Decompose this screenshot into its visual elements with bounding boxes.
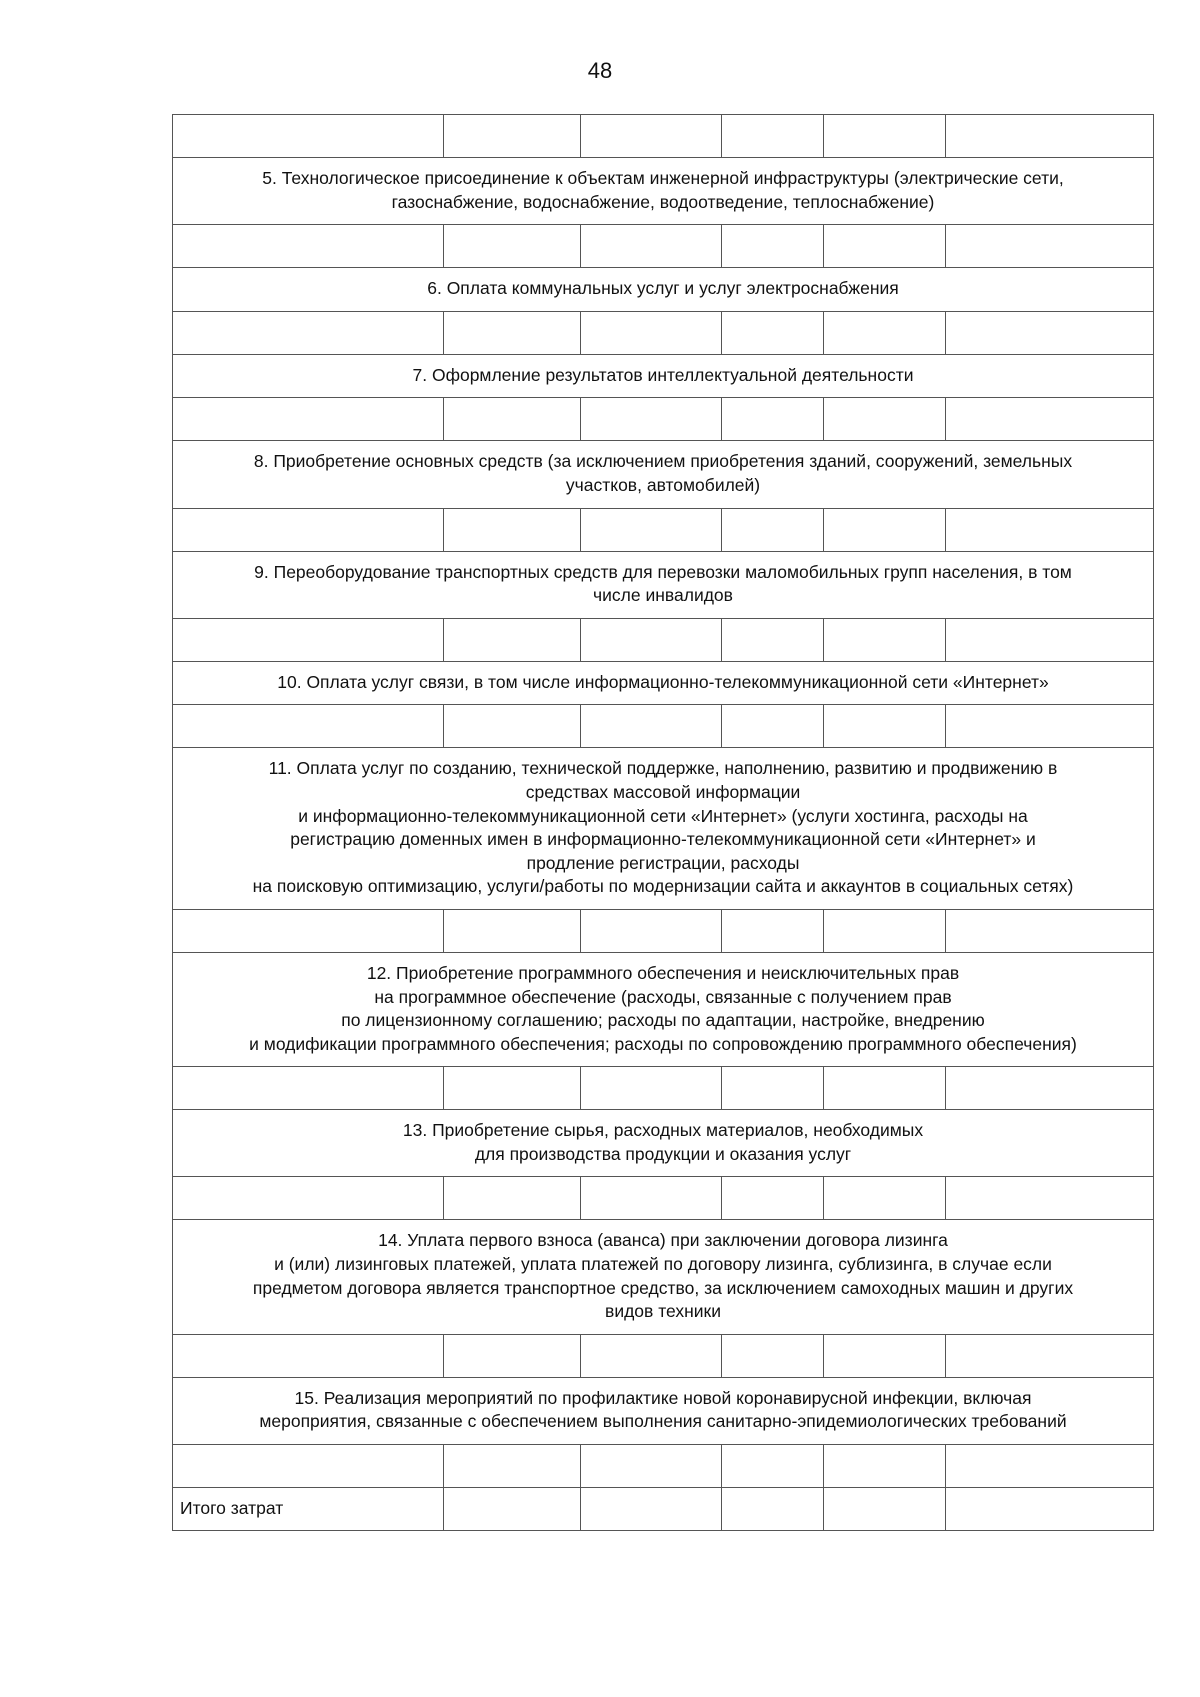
table-cell [824,1067,946,1110]
table-cell [722,225,824,268]
table-cell [946,1488,1154,1531]
table-cell [173,225,444,268]
table-cell [444,398,581,441]
section-heading-line: 7. Оформление результатов интеллектуальной деятельности [412,364,914,385]
table-cell [946,909,1154,952]
section-heading [173,354,1154,398]
table-cell [581,225,722,268]
empty-row [173,909,1154,952]
expense-table [172,114,1154,1531]
table-cell [444,1067,581,1110]
table-cell [824,1445,946,1488]
section-heading-line: и информационно-телекоммуникационной сети «Интернет» (услуги хостинга, расходы на [298,805,1028,826]
table-cell [722,909,824,952]
section-heading-line: мероприятия, связанные с обеспечением выполнения санитарно-эпидемиологических требований [259,1411,1067,1432]
empty-row [173,311,1154,354]
table-cell [581,115,722,158]
section-heading-line: по лицензионному соглашению; расходы по адаптации, настройке, внедрению [341,1010,985,1031]
table-cell [444,225,581,268]
section-row [173,354,1154,398]
table-cell [824,1177,946,1220]
empty-row [173,1445,1154,1488]
section-heading-line: и (или) лизинговых платежей, уплата платежей по договору лизинга, сублизинга, в случае если [274,1254,1052,1275]
section-heading-line: 15. Реализация мероприятий по профилактике новой коронавирусной инфекции, включая [294,1387,1032,1408]
section-heading [173,551,1154,618]
table-cell [946,1334,1154,1377]
table-cell [722,1177,824,1220]
section-heading-line: 12. Приобретение программного обеспечения и неисключительных прав [366,962,960,983]
section-heading [173,441,1154,508]
table-cell [946,225,1154,268]
empty-row [173,508,1154,551]
empty-row [173,1488,1154,1531]
section-heading-line: на поисковую оптимизацию, услуги/работы по модернизации сайта и аккаунтов в социальных сетях) [252,876,1074,897]
table-cell [173,1067,444,1110]
section-heading-line: продление регистрации, расходы [526,852,800,873]
table-cell [444,1334,581,1377]
page-number: 48 [587,58,613,83]
table-cell [581,909,722,952]
section-heading-line: видов техники [605,1301,721,1322]
table-cell [722,398,824,441]
table-cell [946,508,1154,551]
empty-row [173,115,1154,158]
total-label-cell: Итого затрат [173,1488,444,1531]
section-row [173,952,1154,1066]
section-row [173,551,1154,618]
section-heading [173,661,1154,705]
section-row [173,268,1154,312]
section-heading-line: и модификации программного обеспечения; расходы по сопровождению программного обеспечения) [249,1033,1077,1054]
table-cell [946,1067,1154,1110]
section-heading-line: числе инвалидов [593,585,733,606]
section-heading-line: на программное обеспечение (расходы, связанные с получением прав [374,986,952,1007]
table-cell [444,1445,581,1488]
table-cell [722,1445,824,1488]
section-heading-line: 11. Оплата услуг по созданию, технической поддержке, наполнению, развитию и продвижению в [268,758,1058,779]
section-heading-line: 14. Уплата первого взноса (аванса) при заключении договора лизинга [378,1230,948,1251]
table-body [173,115,1154,1531]
section-row [173,441,1154,508]
table-cell [581,508,722,551]
section-heading [173,1220,1154,1334]
table-cell [722,1488,824,1531]
table-cell [824,909,946,952]
empty-row [173,1334,1154,1377]
table-cell [581,1488,722,1531]
table-cell [581,1067,722,1110]
section-heading-line: 10. Оплата услуг связи, в том числе информационно-телекоммуникационной сети «Интернет» [277,671,1049,692]
table-cell [173,115,444,158]
table-cell [173,311,444,354]
table-cell [173,398,444,441]
table-cell [444,508,581,551]
empty-row [173,225,1154,268]
section-row [173,1110,1154,1177]
table-cell [722,311,824,354]
section-heading-line: 5. Технологическое присоединение к объектам инженерной инфраструктуры (электрические сети, [262,168,1064,188]
section-heading-line: 6. Оплата коммунальных услуг и услуг электроснабжения [427,278,899,299]
empty-row [173,398,1154,441]
table-cell [444,705,581,748]
table-cell [824,225,946,268]
table-cell [173,705,444,748]
table-cell [444,909,581,952]
section-row [173,1220,1154,1334]
table-cell [444,1488,581,1531]
table-cell [581,1445,722,1488]
table-cell [444,1177,581,1220]
section-heading [173,952,1154,1066]
table-cell [824,115,946,158]
section-heading-line: участков, автомобилей) [565,474,761,495]
table-cell [581,398,722,441]
table-cell [444,618,581,661]
section-heading [173,1110,1154,1177]
table-cell [824,705,946,748]
table-cell [946,618,1154,661]
section-heading-line: предметом договора является транспортное средство, за исключением самоходных машин и других [252,1277,1074,1298]
table-cell [173,618,444,661]
table-cell [946,398,1154,441]
table-cell [946,1177,1154,1220]
table-cell [444,311,581,354]
section-row [173,1377,1154,1444]
table-cell [824,508,946,551]
table-cell [581,1334,722,1377]
table-cell [946,705,1154,748]
section-heading-line: 8. Приобретение основных средств (за исключением приобретения зданий, сооружений, земельных [253,451,1073,472]
table-cell [722,618,824,661]
section-heading [173,268,1154,312]
table-cell [173,508,444,551]
table-cell [173,909,444,952]
section-heading [173,1377,1154,1444]
section-heading-line: 9. Переоборудование транспортных средств для перевозки маломобильных групп населения, в том [254,561,1072,582]
table-cell [722,1334,824,1377]
table-cell [581,618,722,661]
table-cell [824,618,946,661]
section-heading-line: 13. Приобретение сырья, расходных материалов, необходимых [402,1120,924,1141]
table-cell [946,311,1154,354]
section-heading [173,158,1154,225]
table-cell [581,311,722,354]
table-cell [173,1445,444,1488]
section-heading-line: газоснабжение, водоснабжение, водоотведение, теплоснабжение) [391,191,935,212]
table-cell [824,1334,946,1377]
table-cell [722,508,824,551]
empty-row [173,1177,1154,1220]
table-cell [444,115,581,158]
table-cell [946,1445,1154,1488]
empty-row [173,1067,1154,1110]
table-cell [581,705,722,748]
section-heading-line: для производства продукции и оказания услуг [474,1143,852,1164]
table-cell [946,115,1154,158]
table-cell [722,1067,824,1110]
empty-row [173,618,1154,661]
empty-row [173,705,1154,748]
table-cell [173,1334,444,1377]
section-row [173,661,1154,705]
section-heading-line: средствах массовой информации [525,781,801,802]
section-row [173,748,1154,910]
table-cell [824,1488,946,1531]
table-cell [581,1177,722,1220]
table-cell [824,398,946,441]
table-cell [824,311,946,354]
table-cell [722,115,824,158]
section-row [173,158,1154,225]
table-cell [722,705,824,748]
section-heading [173,748,1154,910]
table-cell [173,1177,444,1220]
section-heading-line: регистрацию доменных имен в информационно-телекоммуникационной сети «Интернет» и [290,829,1036,850]
